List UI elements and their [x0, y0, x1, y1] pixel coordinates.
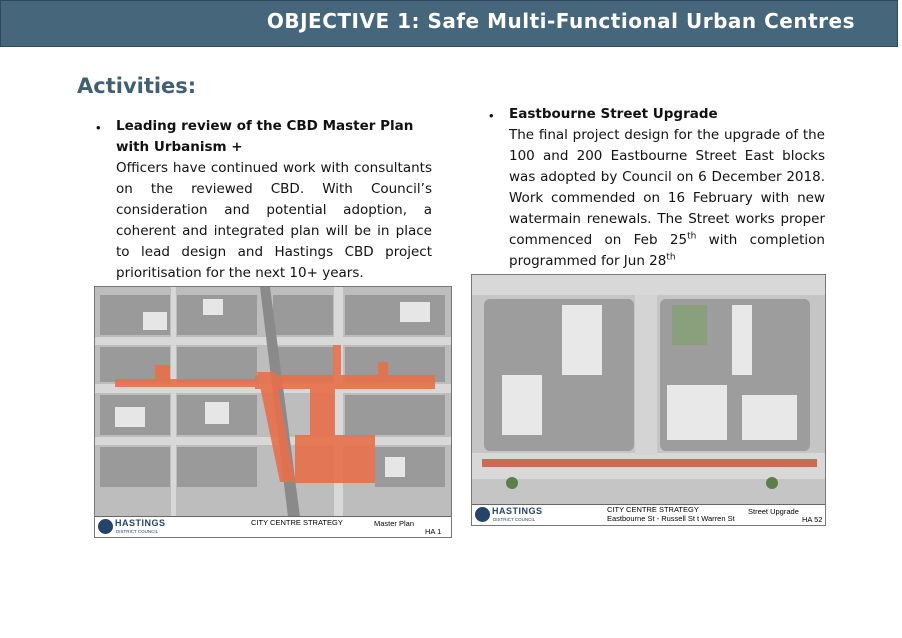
left-activity	[116, 116, 432, 284]
objective-banner	[0, 0, 898, 47]
sheet-id: HA 1	[425, 527, 442, 536]
map-title-block	[95, 516, 451, 537]
location-label: Eastbourne St - Russell St t Warren St	[607, 514, 735, 523]
banner-title: OBJECTIVE 1: Safe Multi-Functional Urban Centres	[266, 9, 855, 33]
council-logo-icon	[475, 507, 490, 522]
eastbourne-street-map	[471, 274, 826, 526]
right-activity-body-1: The final project design for the upgrade of the 100 and 200 Eastbourne Street East blocks was adopted by Council on 6 December 2018. Work commended on 16 February with new watermain renewals. The Street works proper commenced on Feb 25	[509, 127, 825, 248]
sheet-id: HA 52	[802, 515, 823, 524]
right-activity	[509, 104, 825, 272]
plan-type: Master Plan	[374, 519, 415, 528]
bullet-icon: •	[96, 120, 101, 135]
strategy-title: CITY CENTRE STRATEGY	[607, 505, 699, 514]
activities-heading: Activities:	[77, 74, 197, 98]
bullet-icon: •	[489, 108, 494, 123]
right-activity-body-2: with completion programmed for Jun 28	[509, 232, 825, 269]
council-logo-text: HASTINGS	[115, 518, 166, 528]
strategy-title: CITY CENTRE STRATEGY	[251, 518, 343, 527]
council-logo-subtext: DISTRICT COUNCIL	[493, 517, 536, 522]
left-activity-body: Officers have continued work with consultants on the reviewed CBD. With Council’s consideration and potential adoption, a coherent and integrated plan will be in place to lead design and Hastings CBD project prioritisation for the next 10+ years.	[116, 160, 432, 281]
eastbourne-aerial-image	[472, 275, 825, 505]
plan-type: Street Upgrade	[748, 507, 799, 516]
left-activity-heading: Leading review of the CBD Master Plan with Urbanism +	[116, 118, 414, 155]
council-logo-text: HASTINGS	[492, 506, 543, 516]
cbd-master-plan-map	[94, 286, 452, 538]
right-activity-heading: Eastbourne Street Upgrade	[509, 106, 718, 122]
council-logo-subtext: DISTRICT COUNCIL	[116, 529, 159, 534]
map-title-block	[472, 504, 825, 525]
superscript-th: th	[687, 231, 697, 242]
council-logo-icon	[98, 519, 113, 534]
superscript-th: th	[666, 252, 676, 263]
master-plan-aerial-image	[95, 287, 451, 517]
